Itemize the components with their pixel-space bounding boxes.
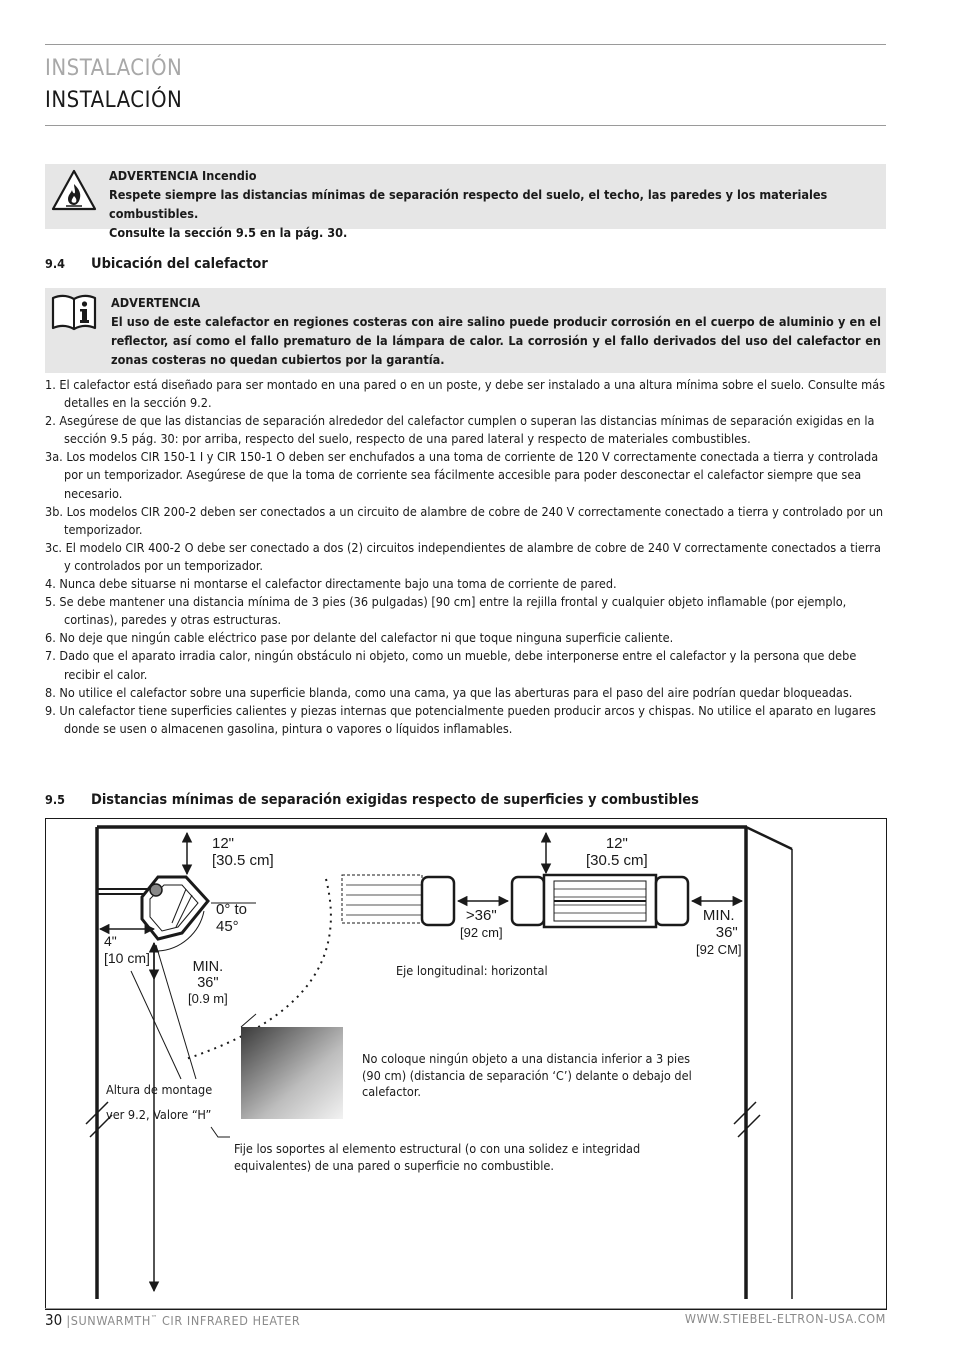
section-9-5-number: 9.5 [45,792,65,807]
dim-top-right-inches: 12" [605,835,628,852]
dim-wall-inches: 36" [715,924,738,941]
dim-top-right [586,835,648,869]
ceiling-heater-right [512,875,688,927]
footer-url: WWW.STIEBEL-ELTRON-USA.COM [684,1311,886,1326]
list-item: 3c. El modelo CIR 400-2 O debe ser conectado a dos (2) circuitos independientes de alambre de cobre de 240 V correctamente conectados a tierra y controlados por un temporizador. [45,539,881,573]
section-9-4-title: Ubicación del calefactor [91,256,268,272]
dim-top-right-cm: [30.5 cm] [586,852,648,869]
list-item: 3b. Los modelos CIR 200-2 deben ser conectados a un circuito de alambre de cobre de 240 V correctamente conectado a tierra y controlado por un temporizador. [45,503,884,537]
dim-between-heaters [460,907,503,941]
list-item: 9. Un calefactor tiene superficies calientes y piezas internas que potencialmente pueden producir arcos y chispas. No utilice el aparato en lugares donde se usen o almacenen gasolina, pintura o vapores o líquidos inflamables. [45,702,876,736]
dim-top-left-inches: 12" [212,835,235,852]
header-chapter-title: INSTALACIÓN [45,56,183,81]
dim-min-floor-label: MIN. [192,959,224,975]
dim-between-cm: [92 cm] [460,925,503,940]
footer-left [45,1311,300,1329]
dim-min-floor [188,959,228,1007]
dim-angle-line-2: 45° [216,918,239,935]
footer-product-rest: CIR INFRARED HEATER [161,1313,301,1328]
dim-between-inches: >36" [465,907,497,924]
section-9-5-title: Distancias mínimas de separación exigidas respecto de superficies y combustibles [91,792,699,808]
list-item: 4. Nunca debe situarse ni montarse el calefactor directamente bajo una toma de corriente de pared. [45,576,617,592]
header-section-title: INSTALACIÓN [45,88,183,113]
page-number: 30 [45,1311,63,1329]
mount-height-label: Altura de montage [106,1082,213,1097]
info-manual-icon [51,294,97,332]
footer-product: SUNWARMTH [70,1313,151,1328]
section-9-4-number: 9.4 [45,256,65,271]
installation-instructions-list [45,376,886,738]
info-warning-line-2: reflector, así como el fallo prematuro de la lámpara de calor. La corrosión y el fallo derivados del uso del calefactor en [111,333,881,348]
mount-height-ref: ver 9.2, Valore “H” [106,1107,212,1122]
axis-label: Eje longitudinal: horizontal [396,963,548,978]
list-item: 2. Asegúrese de que las distancias de separación alrededor del calefactor cumplen o superan las distancias mínimas de separación exigidas en la sección 9.5 pág. 30: por arriba, respecto del suelo, respecto de una pared lateral y respecto de materiales combustibles. [45,413,875,447]
list-item: 1. El calefactor está diseñado para ser montado en una pared o en un poste, y debe ser instalado a una altura mínima sobre el suelo. Consulte más detalles en la sección 9.2. [45,377,886,411]
section-9-4-heading [45,256,268,272]
fire-warning-box [45,164,886,240]
dim-side-cm: [10 cm] [104,950,150,966]
info-warning-title: ADVERTENCIA [111,295,201,310]
clearance-diagram [45,818,887,1310]
fire-warning-title: ADVERTENCIA Incendio [109,168,257,183]
list-item: 7. Dado que el aparato irradia calor, ningún obstáculo ni objeto, como un mueble, debe interponerse entre el calefactor y la persona que debe recibir el calor. [45,648,857,682]
info-warning-line-1: El uso de este calefactor en regiones costeras con aire salino puede producir corrosión en el cuerpo de aluminio y en el [111,314,881,329]
clearance-note: No coloque ningún objeto a una distancia inferior a 3 pies (90 cm) (distancia de separación ‘C’) delante o debajo del calefactor. [362,1051,692,1099]
info-warning-box [45,288,886,373]
dim-top-left [212,835,274,869]
dim-min-floor-m: [0.9 m] [188,991,228,1006]
list-item: 8. No utilice el calefactor sobre una superficie blanda, como una cama, ya que las aberturas para el paso del aire podrían quedar bloqueadas. [45,684,853,700]
list-item: 6. No deje que ningún cable eléctrico pase por delante del calefactor ni que toque ninguna superficie caliente. [45,630,674,646]
footer-rule [45,1308,886,1309]
header-bottom-rule [45,125,886,126]
footer-trademark: ™ [150,1313,158,1322]
bracket-note: Fije los soportes al elemento estructural (o con una solidez e integridad equivalentes) de una pared o superficie no combustible. [234,1141,641,1173]
dim-wall [696,907,742,958]
footer-separator: | [66,1313,71,1328]
ceiling-heater-left [342,875,454,925]
header-top-rule [45,44,886,45]
section-9-5-heading [45,792,699,808]
fire-warning-line-2: Consulte la sección 9.5 en la pág. 30. [109,225,348,240]
dim-angle [216,901,247,935]
dim-side [104,933,150,967]
dim-min-floor-inches: 36" [197,975,219,991]
dim-top-left-cm: [30.5 cm] [212,852,274,869]
dim-side-inches: 4" [104,933,117,949]
dim-angle-line-1: 0° to [216,901,248,918]
fire-warning-line-1: Respete siempre las distancias mínimas de separación respecto del suelo, el techo, las paredes y los materiales combustibles. [109,187,828,221]
fire-warning-icon [50,168,98,212]
dim-wall-label: MIN. [702,907,735,924]
list-item: 3a. Los modelos CIR 150-1 I y CIR 150-1 O deben ser enchufados a una toma de corriente de 120 V correctamente conectada a tierra y controlada por un temporizador. Asegúrese de que la toma de corriente sea fácilmente accesible para poder desconectar el calefactor siempre que sea necesario. [45,449,879,501]
dim-wall-cm: [92 CM] [696,942,742,957]
list-item: 5. Se debe mantener una distancia mínima de 3 pies (36 pulgadas) [90 cm] entre la rejilla frontal y cualquier objeto inflamable (por ejemplo, cortinas), paredes y otras estructuras. [45,594,847,628]
info-warning-line-3: zonas costeras no quedan cubiertos por la garantía. [111,352,445,367]
combustible-object-shape [241,1027,343,1119]
